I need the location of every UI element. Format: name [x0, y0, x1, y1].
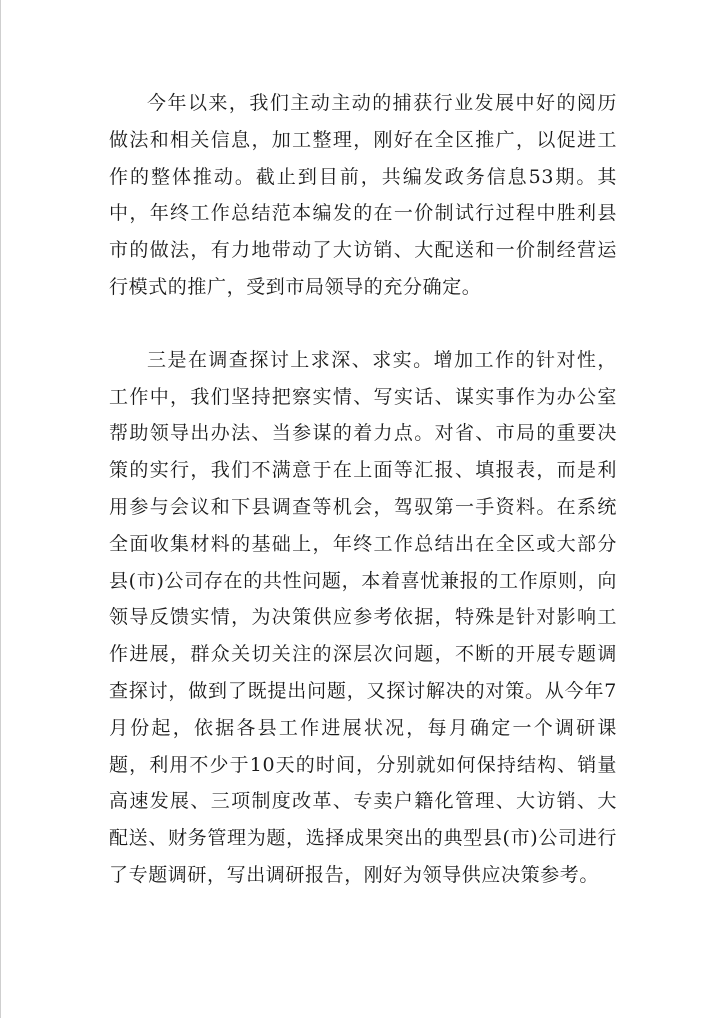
- paragraph-information-work: 今年以来，我们主动主动的捕获行业发展中好的阅历做法和相关信息，加工整理，刚好在全区推广，以促进工作的整体推动。截止到目前，共编发政务信息53期。其中，年终工作总结范本编发的在一价制试行过程中胜利县市的做法，有力地带动了大访销、大配送和一价制经营运行模式的推广，受到市局领导的充分确定。: [109, 92, 617, 298]
- paragraph-research-work: 三是在调查探讨上求深、求实。增加工作的针对性，工作中，我们坚持把察实情、写实话、谋实事作为办公室帮助领导出办法、当参谋的着力点。对省、市局的重要决策的实行，我们不满意于在上面等汇报、填报表，而是利用参与会议和下县调查等机会，驾驭第一手资料。在系统全面收集材料的基础上，年终工作总结出在全区或大部分县(市)公司存在的共性问题，本着喜忧兼报的工作原则，向领导反馈实情，为决策供应参考依据，特殊是针对影响工作进展，群众关切关注的深层次问题，不断的开展专题调查探讨，做到了既提出问题，又探讨解决的对策。从今年7月份起，依据各县工作进展状况，每月确定一个调研课题，利用不少于10天的时间，分别就如何保持结构、销量高速发展、三项制度改革、专卖户籍化管理、大访销、大配送、财务管理为题，选择成果突出的典型县(市)公司进行了专题调研，写出调研报告，刚好为领导供应决策参考。: [109, 348, 617, 886]
- document-body: [109, 85, 617, 894]
